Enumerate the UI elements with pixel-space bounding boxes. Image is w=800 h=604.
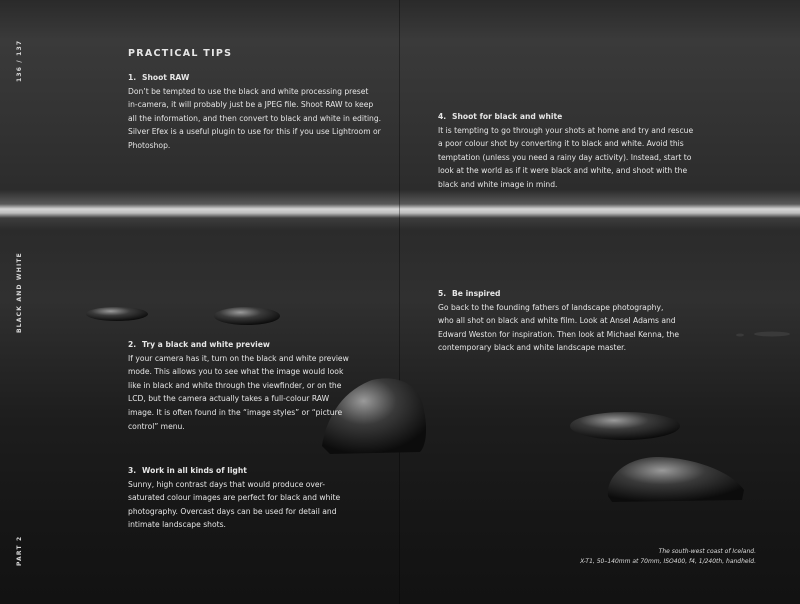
tip-title: 3. Work in all kinds of light [128, 466, 247, 475]
tip-line: look at the world as if it were black and white, and shoot with the [438, 166, 688, 176]
tip-line: Go back to the founding fathers of landscape photography, [438, 302, 664, 312]
tip-title: 2. Try a black and white preview [128, 340, 270, 349]
tip-1 [128, 71, 381, 153]
rock-far-right [754, 332, 790, 337]
tip-line: a poor colour shot by converting it to black and white. Avoid this [438, 139, 684, 149]
tip-line: If your camera has it, turn on the black and white preview [128, 353, 349, 363]
practical-tips-heading: PRACTICAL TIPS [128, 48, 233, 59]
tip-line: Don’t be tempted to use the black and white processing preset [128, 86, 369, 96]
rock-right-lower [608, 457, 744, 502]
tip-line: temptation (unless you need a rainy day activity). Instead, start to [438, 152, 692, 162]
tip-line: in-camera, it will probably just be a JPEG file. Shoot RAW to keep [128, 100, 374, 110]
caption-exif: X-T1, 50–140mm at 70mm, ISO400, f4, 1/240th, handheld. [580, 558, 756, 565]
tip-line: Silver Efex is a useful plugin to use for this if you use Lightroom or [128, 127, 381, 137]
tip-4 [438, 110, 693, 192]
rock-far-right-dot [736, 334, 744, 337]
tip-line: mode. This allows you to see what the image would look [128, 367, 344, 377]
tip-line: control” menu. [128, 421, 185, 431]
part-label: PART 2 [16, 535, 23, 566]
tip-line: saturated colour images are perfect for black and white [128, 493, 341, 503]
rock-small-mid [214, 307, 280, 325]
caption-location: The south-west coast of Iceland. [658, 548, 756, 555]
tip-line: photography. Overcast days can be used for detail and [128, 506, 337, 516]
tip-title: 1. Shoot RAW [128, 73, 190, 82]
tip-line: LCD, but the camera actually takes a full-colour RAW [128, 394, 330, 404]
tip-5 [438, 287, 679, 355]
tip-line: contemporary black and white landscape master. [438, 343, 627, 353]
tip-line: all the information, and then convert to black and white in editing. [128, 113, 382, 123]
tip-line: black and white image in mind. [438, 179, 558, 189]
rock-small-left [86, 307, 148, 321]
tip-line: It is tempting to go through your shots at home and try and rescue [438, 125, 694, 135]
tip-line: image. It is often found in the “image styles” or “picture [128, 407, 343, 417]
tip-line: Edward Weston for inspiration. Then look at Michael Kenna, the [438, 329, 680, 339]
tip-line: Photoshop. [128, 140, 171, 150]
tip-2 [128, 338, 349, 433]
tip-line: like in black and white through the viewfinder, or on the [128, 380, 342, 390]
tip-line: who all shot on black and white film. Look at Ansel Adams and [438, 316, 676, 326]
rock-right-upper [570, 412, 680, 440]
photo-caption [580, 547, 756, 567]
tip-line: intimate landscape shots. [128, 520, 226, 530]
tip-line: Sunny, high contrast days that would produce over- [128, 479, 325, 489]
page-numbers: 136 / 137 [16, 39, 23, 82]
tip-title: 4. Shoot for black and white [438, 112, 563, 121]
tip-3 [128, 464, 340, 532]
section-label: BLACK AND WHITE [16, 252, 23, 333]
tip-title: 5. Be inspired [438, 289, 501, 298]
